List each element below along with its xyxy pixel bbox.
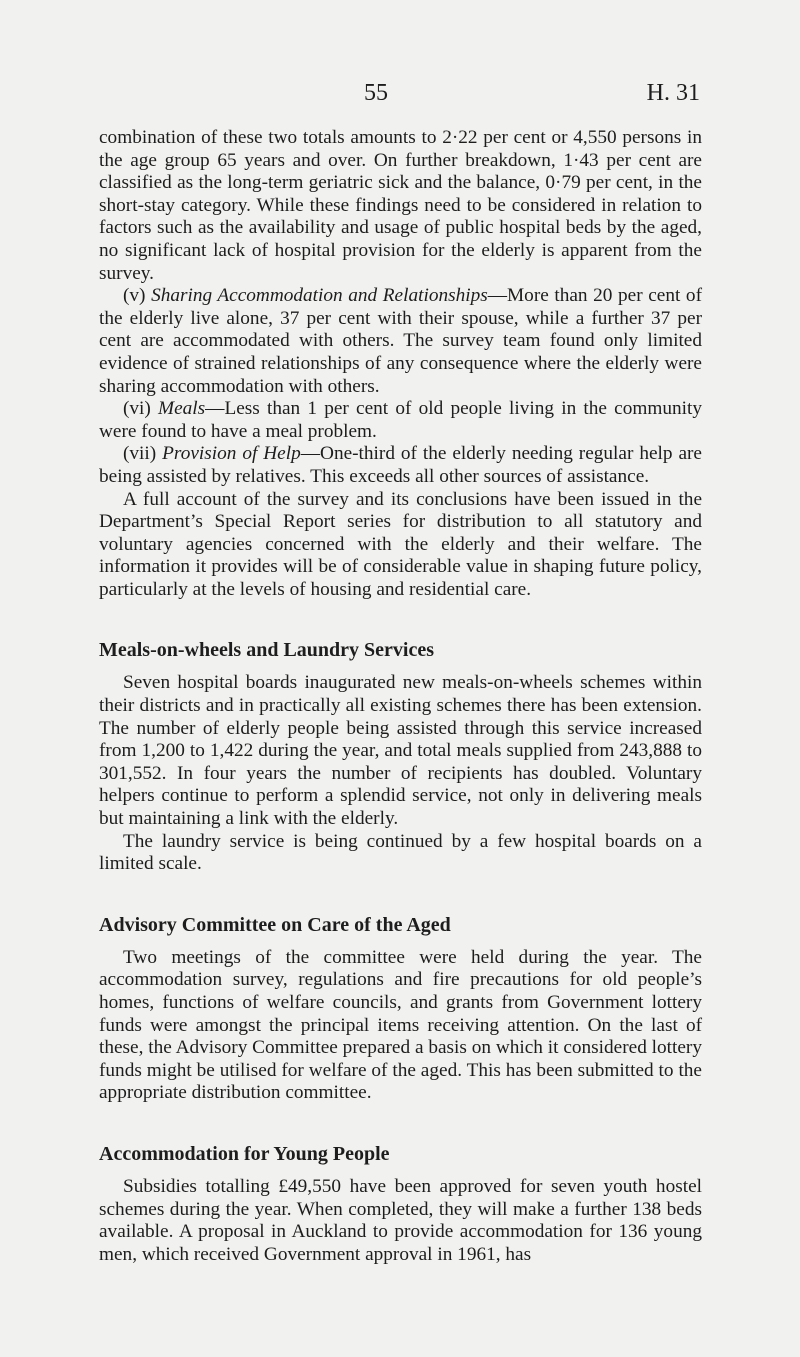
page-header <box>0 80 800 120</box>
paragraph-text: —One-third of the elderly needing regular help are being assisted by relatives. This exceeds all other sources of assistance. <box>99 443 702 487</box>
paragraph-advisory-committee: Two meetings of the committee were held during the year. The accommodation survey, regulations and fire precautions for old people’s homes, functions of welfare councils, and grants from Government lottery funds were amongst the principal items receiving attention. On the last of these, the Advisory Committee prepared a basis on which it considered lottery funds might be utilised for welfare of the aged. This has been submitted to the appropriate distribution committee. <box>99 946 702 1104</box>
paragraph-lead: Sharing Accommodation and Relationships <box>151 285 488 307</box>
paragraph-text: —Less than 1 per cent of old people living in the community were found to have a meal problem. <box>99 398 702 442</box>
paragraph-lead: Meals <box>158 398 206 420</box>
item-number: (v) <box>123 285 152 307</box>
paragraph-meals-on-wheels: Seven hospital boards inaugurated new meals-on-wheels schemes within their districts and in practically all existing schemes there has been extension. The number of elderly people being assisted through this service increased from 1,200 to 1,422 during the year, and total meals supplied from 243,888 to 301,552. In four years the number of recipients has doubled. Voluntary helpers continue to perform a splendid service, not only in delivering meals but maintaining a link with the elderly. <box>99 672 702 830</box>
document-id: H. 31 <box>646 80 700 106</box>
paragraph-laundry: The laundry service is being continued by a few hospital boards on a limited scale. <box>99 830 702 875</box>
item-number: (vi) <box>123 398 159 420</box>
section-heading-advisory-committee: Advisory Committee on Care of the Aged <box>99 913 451 936</box>
section-heading-meals-on-wheels: Meals-on-wheels and Laundry Services <box>99 639 434 662</box>
paragraph-lead: Provision of Help <box>162 443 301 465</box>
paragraph-text: —More than 20 per cent of the elderly live alone, 37 per cent with their spouse, while a further 37 per cent are accommodated with others. The survey team found only limited evidence of strained relationships of any consequence where the elderly were sharing accommodation with others. <box>99 285 702 397</box>
item-number: (vii) <box>123 443 163 465</box>
paragraph-full-account: A full account of the survey and its conclusions have been issued in the Department’s Special Report series for distribution to all statutory and voluntary agencies concerned with the elderly and their welfare. The information it provides will be of considerable value in shaping future policy, particularly at the levels of housing and residential care. <box>99 488 702 600</box>
paragraph-provision-of-help <box>99 443 702 488</box>
page-body <box>99 127 702 1266</box>
paragraph-continuation: combination of these two totals amounts to 2·22 per cent or 4,550 persons in the age group 65 years and over. On further breakdown, 1·43 per cent are classified as the long-term geriatric sick and the balance, 0·79 per cent, in the short-stay category. While these findings need to be considered in relation to factors such as the availability and usage of public hospital beds by the aged, no significant lack of hospital provision for the elderly is apparent from the survey. <box>99 127 702 284</box>
paragraph-meals <box>99 398 702 443</box>
page-number: 55 <box>364 80 388 106</box>
paragraph-young-people: Subsidies totalling £49,550 have been approved for seven youth hostel schemes during the year. When completed, they will make a further 138 beds available. A proposal in Auckland to provide accommodation for 136 young men, which received Government approval in 1961, has <box>99 1175 702 1265</box>
section-heading-young-people: Accommodation for Young People <box>99 1142 390 1165</box>
paragraph-sharing-accommodation <box>99 285 702 398</box>
